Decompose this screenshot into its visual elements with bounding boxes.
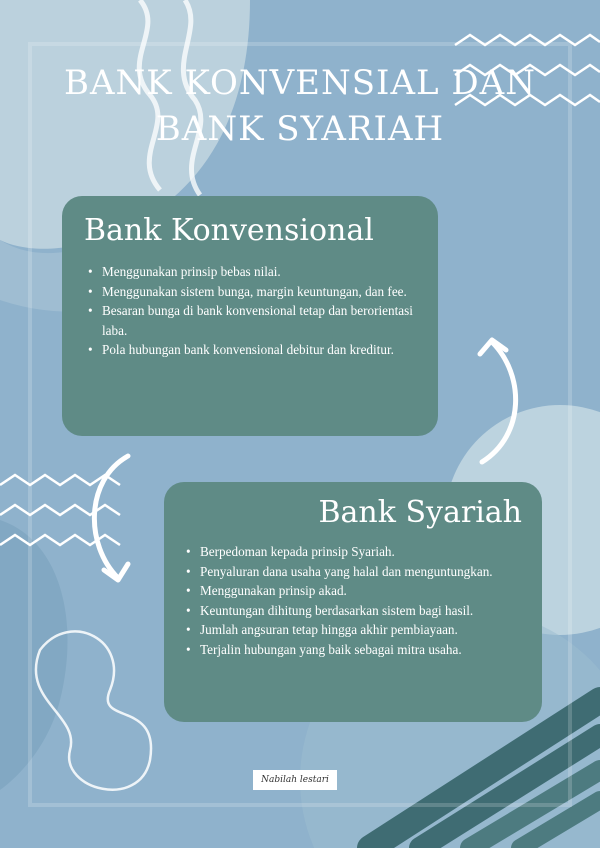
card-heading-konvensional: Bank Konvensional bbox=[84, 213, 374, 248]
author-signature: Nabilah lestari bbox=[253, 770, 337, 790]
list-konvensional bbox=[84, 262, 416, 360]
list-item: • Menggunakan sistem bunga, margin keuntungan, dan fee. bbox=[102, 282, 416, 302]
list-item: • Menggunakan prinsip akad. bbox=[200, 581, 522, 601]
title-line-2: BANK SYARIAH bbox=[155, 109, 445, 149]
list-item: • Keuntungan dihitung berdasarkan sistem bagi hasil. bbox=[200, 601, 522, 621]
list-item: • Pola hubungan bank konvensional debitur dan kreditur. bbox=[102, 340, 416, 360]
curved-arrow-up-icon bbox=[470, 330, 530, 470]
list-item: • Menggunakan prinsip bebas nilai. bbox=[102, 262, 416, 282]
list-item: • Berpedoman kepada prinsip Syariah. bbox=[200, 542, 522, 562]
list-item: • Besaran bunga di bank konvensional tetap dan berorientasi laba. bbox=[102, 301, 416, 340]
card-bank-konvensional bbox=[62, 196, 438, 436]
list-item: • Jumlah angsuran tetap hingga akhir pembiayaan. bbox=[200, 620, 522, 640]
card-heading-syariah: Bank Syariah bbox=[318, 495, 522, 530]
page-title bbox=[0, 60, 600, 152]
title-line-1: BANK KONVENSIAL DAN bbox=[64, 63, 536, 103]
list-item: • Terjalin hubungan yang baik sebagai mitra usaha. bbox=[200, 640, 522, 660]
list-syariah bbox=[182, 542, 522, 659]
curved-arrow-down-icon bbox=[80, 450, 140, 590]
list-item: • Penyaluran dana usaha yang halal dan menguntungkan. bbox=[200, 562, 522, 582]
card-bank-syariah bbox=[164, 482, 542, 722]
